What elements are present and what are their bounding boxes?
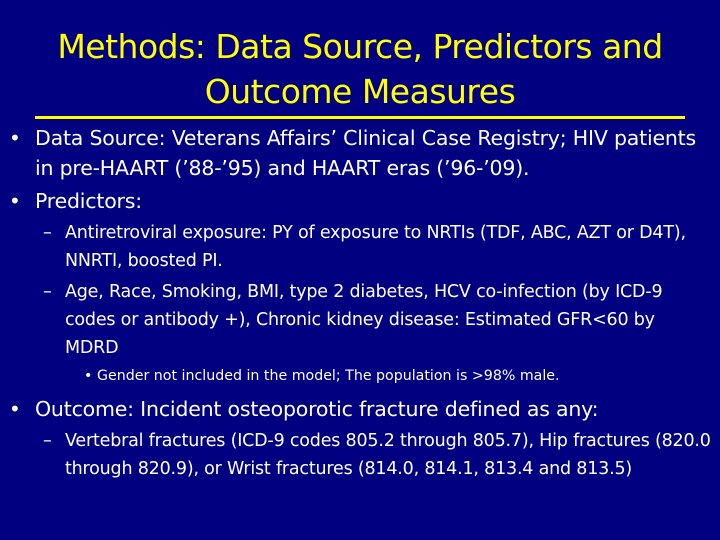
sub-sub-bullet-gender (0, 365, 720, 387)
sub-bullet-antiretroviral (0, 219, 720, 275)
title-underline (35, 116, 685, 119)
sub-sub-bullet-text: Gender not included in the model; The population is >98% male. (97, 368, 560, 384)
bullet-list (0, 123, 720, 486)
bullet-marker: • (9, 189, 21, 213)
sub-bullet-text: Antiretroviral exposure: PY of exposure to NRTIs (TDF, ABC, AZT or D4T), NNRTI, boosted PI. (65, 223, 686, 271)
bullet-text: Predictors: (35, 189, 142, 213)
sub-bullet-marker: – (43, 431, 52, 451)
bullet-marker: • (9, 126, 21, 150)
bullet-text: Data Source: Veterans Affairs’ Clinical Case Registry; HIV patients in pre-HAART (’88-’95) and HAART eras (’96-’09). (35, 126, 696, 180)
bullet-text: Outcome: Incident osteoporotic fracture defined as any: (35, 397, 599, 421)
sub-bullet-text: Vertebral fractures (ICD-9 codes 805.2 through 805.7), Hip fractures (820.0 through 820.9), or Wrist fractures (814.0, 814.1, 813.4 and 813.5) (65, 431, 711, 479)
slide-title: Methods: Data Source, Predictors and Outcome Measures (57, 27, 663, 111)
sub-bullet-text: Age, Race, Smoking, BMI, type 2 diabetes, HCV co-infection (by ICD-9 codes or antibody +), Chronic kidney disease: Estimated GFR<60 by MDRD (65, 282, 663, 358)
bullet-marker: • (9, 397, 21, 421)
sub-bullet-covariates (0, 278, 720, 362)
sub-bullet-marker: – (43, 282, 52, 302)
bullet-predictors (0, 186, 720, 216)
sub-sub-bullet-marker: • (84, 368, 93, 384)
bullet-outcome (0, 394, 720, 424)
sub-bullet-marker: – (43, 223, 52, 243)
bullet-data-source (0, 123, 720, 183)
sub-bullet-fractures (0, 427, 720, 483)
